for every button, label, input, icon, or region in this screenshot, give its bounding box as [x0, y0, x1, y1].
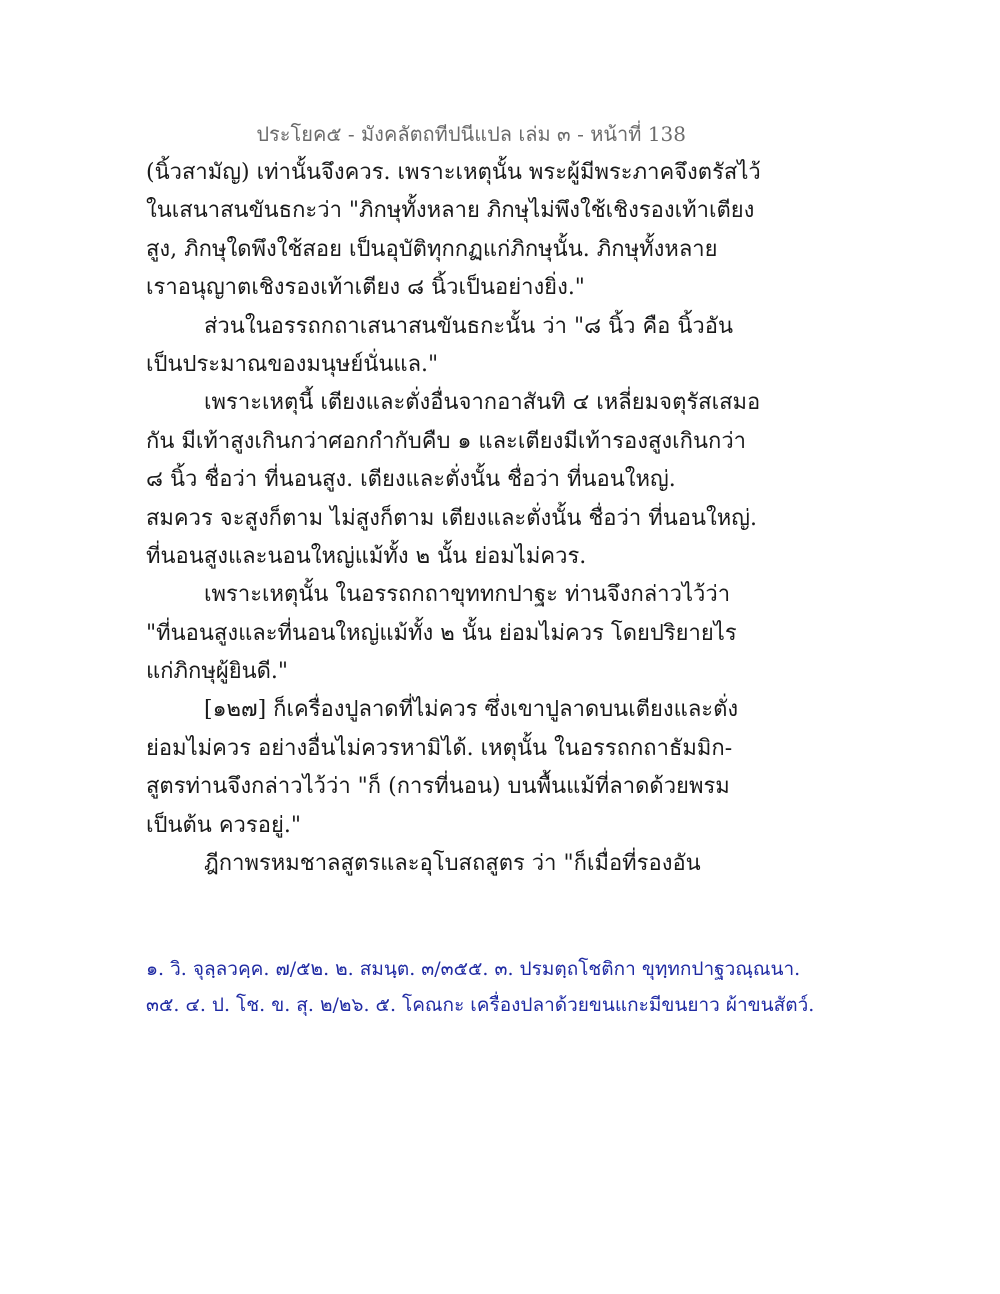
- text-line: แก่ภิกษุผู้ยินดี.": [146, 659, 289, 685]
- text-line: เป็นประมาณของมนุษย์นั่นแล.": [146, 351, 439, 377]
- paragraph-start-line: [๑๒๗] ก็เครื่องปูลาดที่ไม่ควร ซึ่งเขาปูลาดบนเตียงและตั่ง: [204, 697, 739, 723]
- text-line: "ที่นอนสูงและที่นอนใหญ่แม้ทั้ง ๒ นั้น ย่อมไม่ควร โดยปริยายไร: [146, 620, 737, 646]
- text-line: ๘ นิ้ว ชื่อว่า ที่นอนสูง. เตียงและตั่งนั้น ชื่อว่า ที่นอนใหญ่.: [146, 467, 676, 493]
- text-line: ย่อมไม่ควร อย่างอื่นไม่ควรหามิได้. เหตุนั้น ในอรรถกถาธัมมิก-: [146, 735, 733, 761]
- text-line: กัน มีเท้าสูงเกินกว่าศอกกำกับคืบ ๑ และเตียงมีเท้ารองสูงเกินกว่า: [146, 428, 747, 454]
- text-line: ในเสนาสนขันธกะว่า "ภิกษุทั้งหลาย ภิกษุไม่พึงใช้เชิงรองเท้าเตียง: [146, 198, 755, 224]
- paragraph-start-line: ฎีกาพรหมชาลสูตรและอุโบสถสูตร ว่า "ก็เมื่อที่รองอัน: [204, 851, 701, 877]
- text-line: ที่นอนสูงและนอนใหญ่แม้ทั้ง ๒ นั้น ย่อมไม่ควร.: [146, 543, 587, 569]
- footnote-line: ๑. วิ. จุลฺลวคฺค. ๗/๕๒. ๒. สมนฺต. ๓/๓๕๕. ๓. ปรมตฺถโชติกา ขุทฺทกปาฐวณฺณนา.: [146, 958, 801, 980]
- footnotes: [146, 951, 846, 1023]
- text-line: สูตรท่านจึงกล่าวไว้ว่า "ก็ (การที่นอน) บนพื้นแม้ที่ลาดด้วยพรม: [146, 774, 730, 800]
- running-header: ประโยค๕ - มังคลัตถทีปนีแปล เล่ม ๓ - หน้าที่ 138: [256, 122, 686, 146]
- text-line: เราอนุญาตเชิงรองเท้าเตียง ๘ นิ้วเป็นอย่างยิ่ง.": [146, 275, 585, 301]
- text-line: (นิ้วสามัญ) เท่านั้นจึงควร. เพราะเหตุนั้น พระผู้มีพระภาคจึงตรัสไว้: [146, 160, 761, 185]
- body-text: [146, 154, 761, 883]
- paragraph-start-line: เพราะเหตุนั้น ในอรรถกถาขุททกปาฐะ ท่านจึงกล่าวไว้ว่า: [204, 582, 731, 608]
- paragraph-start-line: เพราะเหตุนี้ เตียงและตั่งอื่นจากอาสันทิ ๔ เหลี่ยมจตุรัสเสมอ: [204, 390, 761, 416]
- text-line: เป็นต้น ควรอยู่.": [146, 812, 301, 838]
- text-line: สูง, ภิกษุใดพึงใช้สอย เป็นอุบัติทุกกฏแก่ภิกษุนั้น. ภิกษุทั้งหลาย: [146, 236, 718, 262]
- paragraph-start-line: ส่วนในอรรถกถาเสนาสนขันธกะนั้น ว่า "๘ นิ้ว คือ นิ้วอัน: [204, 313, 734, 339]
- footnote-line: ๓๕. ๔. ป. โช. ข. สุ. ๒/๒๖. ๕. โคณกะ เครื่องปลาด้วยขนแกะมีขนยาว ผ้าขนสัตว์.: [146, 994, 815, 1016]
- text-line: สมควร จะสูงก็ตาม ไม่สูงก็ตาม เตียงและตั่งนั้น ชื่อว่า ที่นอนใหญ่.: [146, 505, 757, 531]
